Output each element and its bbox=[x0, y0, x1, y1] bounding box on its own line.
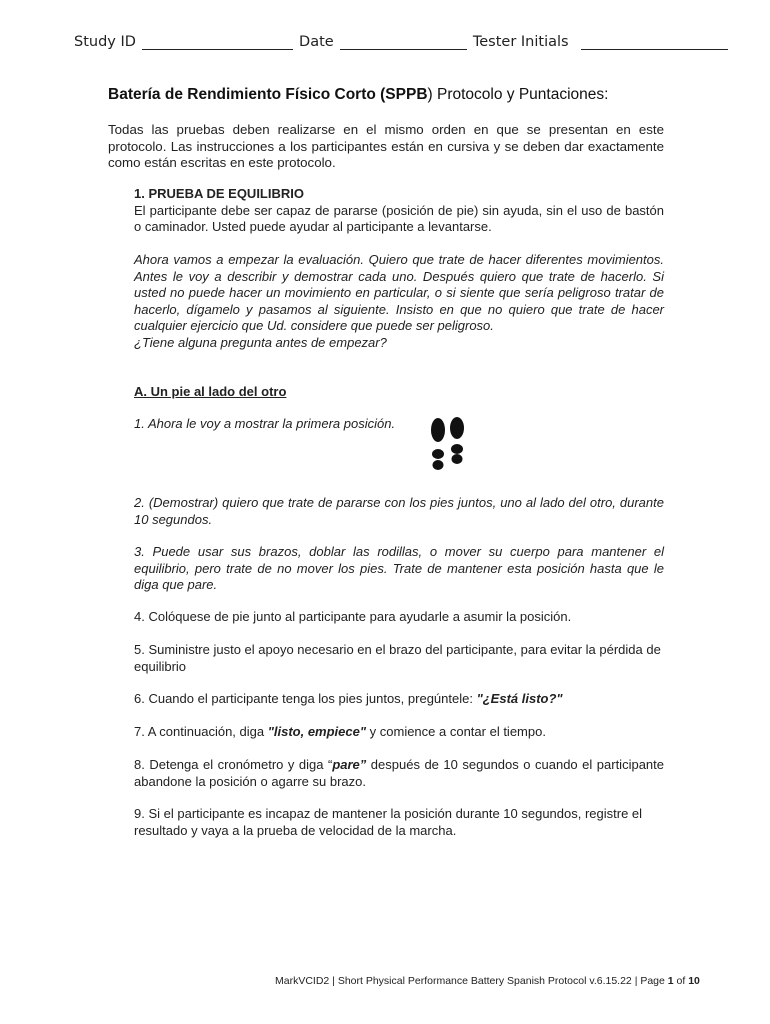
study-id-label: Study ID bbox=[74, 34, 136, 50]
step-1-text: 1. Ahora le voy a mostrar la primera posición. bbox=[134, 416, 396, 431]
step-3 bbox=[134, 544, 664, 594]
step-6-text: 6. Cuando el participante tenga los pies juntos, pregúntele: bbox=[134, 691, 477, 706]
intro-paragraph: Todas las pruebas deben realizarse en el mismo orden en que se presentan en este protocolo. Las instrucciones a los participantes están en cursiva y se deben dar exactamente como están escritas en este protocolo. bbox=[108, 122, 664, 170]
step-3-text: 3. Puede usar sus brazos, doblar las rodillas, o mover su cuerpo para mantener el equilibrio, pero trate de no mover los pies. Trate de mantener esta posición hasta que le diga que pare. bbox=[134, 544, 664, 592]
balance-instructions-block bbox=[134, 252, 664, 351]
step-5-text: 5. Suministre justo el apoyo necesario en el brazo del participante, para evitar la pérdida de equilibrio bbox=[134, 642, 661, 674]
side-by-side-feet-icon bbox=[424, 416, 476, 474]
balance-description: El participante debe ser capaz de pararse (posición de pie) sin ayuda, sin el uso de bastón o caminador. Usted puede ayudar al participante a levantarse. bbox=[134, 202, 664, 234]
step-6-quote: "¿Está listo?" bbox=[476, 691, 563, 706]
header-fields bbox=[74, 34, 734, 50]
step-2 bbox=[134, 495, 664, 528]
study-id-field[interactable] bbox=[142, 35, 293, 50]
step-8 bbox=[134, 757, 664, 790]
balance-section bbox=[134, 186, 664, 236]
footer-page-total: 10 bbox=[688, 975, 700, 987]
step-5 bbox=[134, 642, 664, 675]
balance-instructions: Ahora vamos a empezar la evaluación. Quiero que trate de hacer diferentes movimientos. Antes le voy a describir y demostrar cada uno. Después quiero que trate de hacerlo. Si usted no puede hacer un movimiento en particular, o si siente que sería peligroso tratar de hacerlo, dígamelo y pasamos al siguiente. Insisto en que no quiero que trate de hacer cualquier ejercicio que Ud. considere que puede ser peligroso. bbox=[134, 252, 664, 333]
subsection-a-title: A. Un pie al lado del otro bbox=[134, 384, 287, 399]
step-8-prefix: 8. Detenga el cronómetro y diga “ bbox=[134, 757, 333, 772]
step-7-suffix: y comience a contar el tiempo. bbox=[366, 724, 546, 739]
step-7 bbox=[134, 724, 664, 741]
footer-page-current: 1 bbox=[667, 975, 674, 987]
step-7-quote: "listo, empiece" bbox=[267, 724, 367, 739]
step-4-text: 4. Colóquese de pie junto al participante para ayudarle a asumir la posición. bbox=[134, 609, 572, 624]
page-title bbox=[108, 86, 608, 104]
step-9-text: 9. Si el participante es incapaz de mantener la posición durante 10 segundos, registre el resultado y vaya a la prueba de velocidad de la marcha. bbox=[134, 806, 643, 838]
footer-text: MarkVCID2 | Short Physical Performance Battery Spanish Protocol v.6.15.22 | Page bbox=[275, 975, 668, 987]
balance-title: 1. PRUEBA DE EQUILIBRIO bbox=[134, 186, 304, 201]
tester-initials-label: Tester Initials bbox=[472, 34, 569, 50]
step-9 bbox=[134, 806, 664, 839]
step-7-prefix: 7. A continuación, diga bbox=[134, 724, 268, 739]
step-2-text: 2. (Demostrar) quiero que trate de pararse con los pies juntos, uno al lado del otro, durante 10 segundos. bbox=[134, 495, 664, 527]
date-label: Date bbox=[299, 34, 334, 50]
step-4 bbox=[134, 609, 664, 626]
date-field[interactable] bbox=[340, 35, 467, 50]
footer-of: of bbox=[673, 975, 689, 987]
balance-question: ¿Tiene alguna pregunta antes de empezar? bbox=[134, 334, 387, 350]
step-8-suffix: después de 10 segundos o cuando el participante abandone la posición o agarre su brazo. bbox=[134, 757, 664, 789]
page-footer bbox=[275, 975, 700, 987]
title-normal: ) Protocolo y Puntaciones: bbox=[427, 86, 609, 103]
step-1 bbox=[134, 416, 664, 433]
subsection-a bbox=[134, 384, 664, 401]
step-8-quote: pare” bbox=[332, 757, 367, 772]
step-6 bbox=[134, 691, 664, 708]
title-bold: Batería de Rendimiento Físico Corto (SPPB bbox=[108, 86, 428, 103]
tester-initials-field[interactable] bbox=[581, 35, 728, 50]
